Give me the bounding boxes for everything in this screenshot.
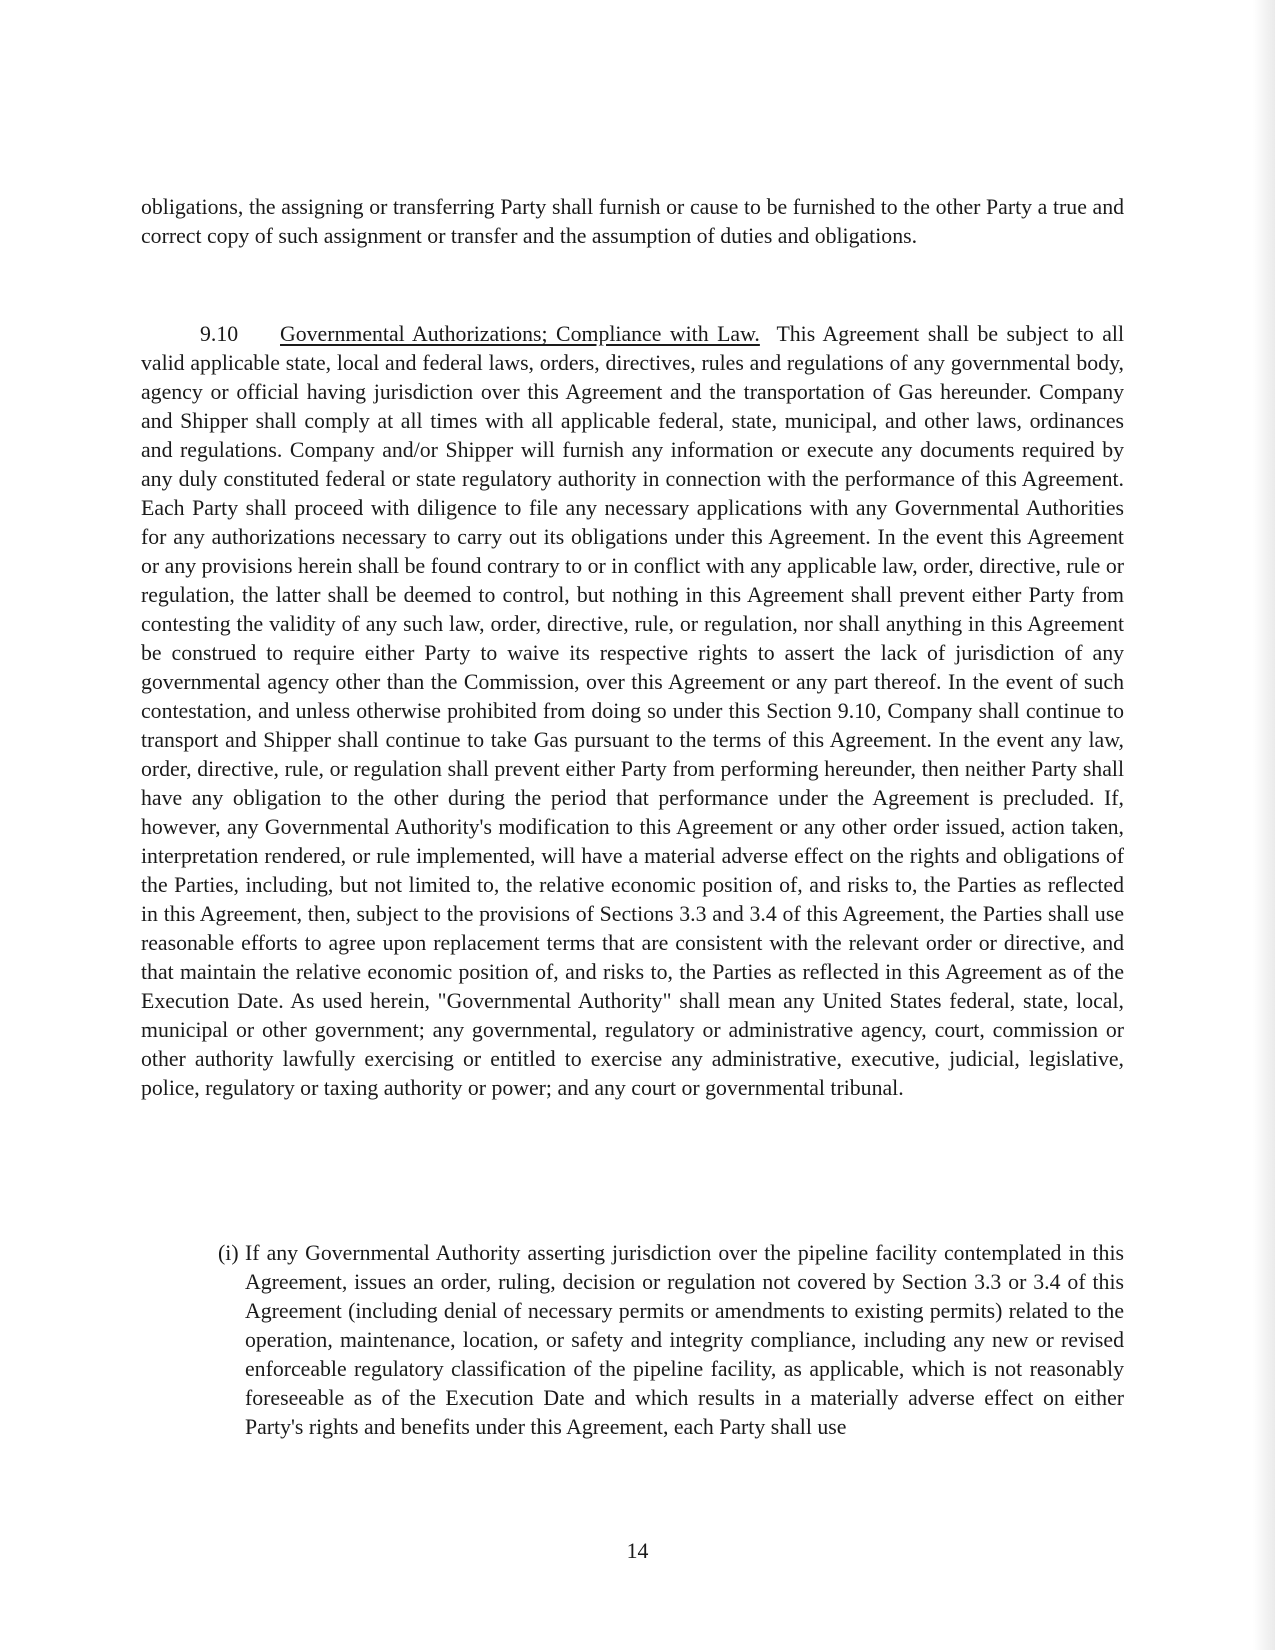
continuation-paragraph: obligations, the assigning or transferring Party shall furnish or cause to be furnished to the other Party a true and correct copy of such assignment or transfer and the assumption of duties and obligations.	[141, 195, 1124, 248]
section-body-text: This Agreement shall be subject to all valid applicable state, local and federal laws, orders, directives, rules and regulations of any governmental body, agency or official having jurisdiction over this Agreement and the transportation of Gas hereunder. Company and Shipper shall comply at all times with all applicable federal, state, municipal, and other laws, ordinances and regulations. Company and/or Shipper will furnish any information or execute any documents required by any duly constituted federal or state regulatory authority in connection with the performance of this Agreement. Each Party shall proceed with diligence to file any necessary applications with any Governmental Authorities for any authorizations necessary to carry out its obligations under this Agreement. In the event this Agreement or any provisions herein shall be found contrary to or in conflict with any applicable law, order, directive, rule or regulation, the latter shall be deemed to control, but nothing in this Agreement shall prevent either Party from contesting the validity of any such law, order, directive, rule, or regulation, nor shall anything in this Agreement be construed to require either Party to waive its respective rights to assert the lack of jurisdiction of any governmental agency other than the Commission, over this Agreement or any part thereof. In the event of such contestation, and unless otherwise prohibited from doing so under this Section 9.10, Company shall continue to transport and Shipper shall continue to take Gas pursuant to the terms of this Agreement. In the event any law, order, directive, rule, or regulation shall prevent either Party from performing hereunder, then neither Party shall have any obligation to the other during the period that performance under the Agreement is precluded. If, however, any Governmental Authority's modification to this Agreement or any other order issued, action taken, interpretation rendered, or rule implemented, will have a material adverse effect on the rights and obligations of the Parties, including, but not limited to, the relative economic position of, and risks to, the Parties as reflected in this Agreement, then, subject to the provisions of Sections 3.3 and 3.4 of this Agreement, the Parties shall use reasonable efforts to agree upon replacement terms that are consistent with the relevant order or directive, and that maintain the relative economic position of, and risks to, the Parties as reflected in this Agreement as of the Execution Date. As used herein, "Governmental Authority" shall mean any United States federal, state, local, municipal or other government; any governmental, regulatory or administrative agency, court, commission or other authority lawfully exercising or entitled to exercise any administrative, executive, judicial, legislative, police, regulatory or taxing authority or power; and any court or governmental tribunal.	[141, 322, 1124, 1100]
subitem-label: (i)	[218, 1241, 239, 1265]
subitem-text: If any Governmental Authority asserting jurisdiction over the pipeline facility contemplated in this Agreement, issues an order, ruling, decision or regulation not covered by Section 3.3 or 3.4 of this Agreement (including denial of necessary permits or amendments to existing permits) related to the operation, maintenance, location, or safety and integrity compliance, including any new or revised enforceable regulatory classification of the pipeline facility, as applicable, which is not reasonably foreseeable as of the Execution Date and which results in a materially adverse effect on either Party's rights and benefits under this Agreement, each Party shall use	[245, 1241, 1124, 1439]
subitem-i-paragraph	[218, 1239, 1124, 1442]
section-9-10-paragraph	[141, 320, 1124, 1103]
section-number: 9.10	[200, 322, 239, 346]
page-number: 14	[626, 1539, 649, 1563]
scan-edge-shadow	[1253, 0, 1275, 1650]
section-heading: Governmental Authorizations; Compliance with Law.	[280, 322, 760, 346]
